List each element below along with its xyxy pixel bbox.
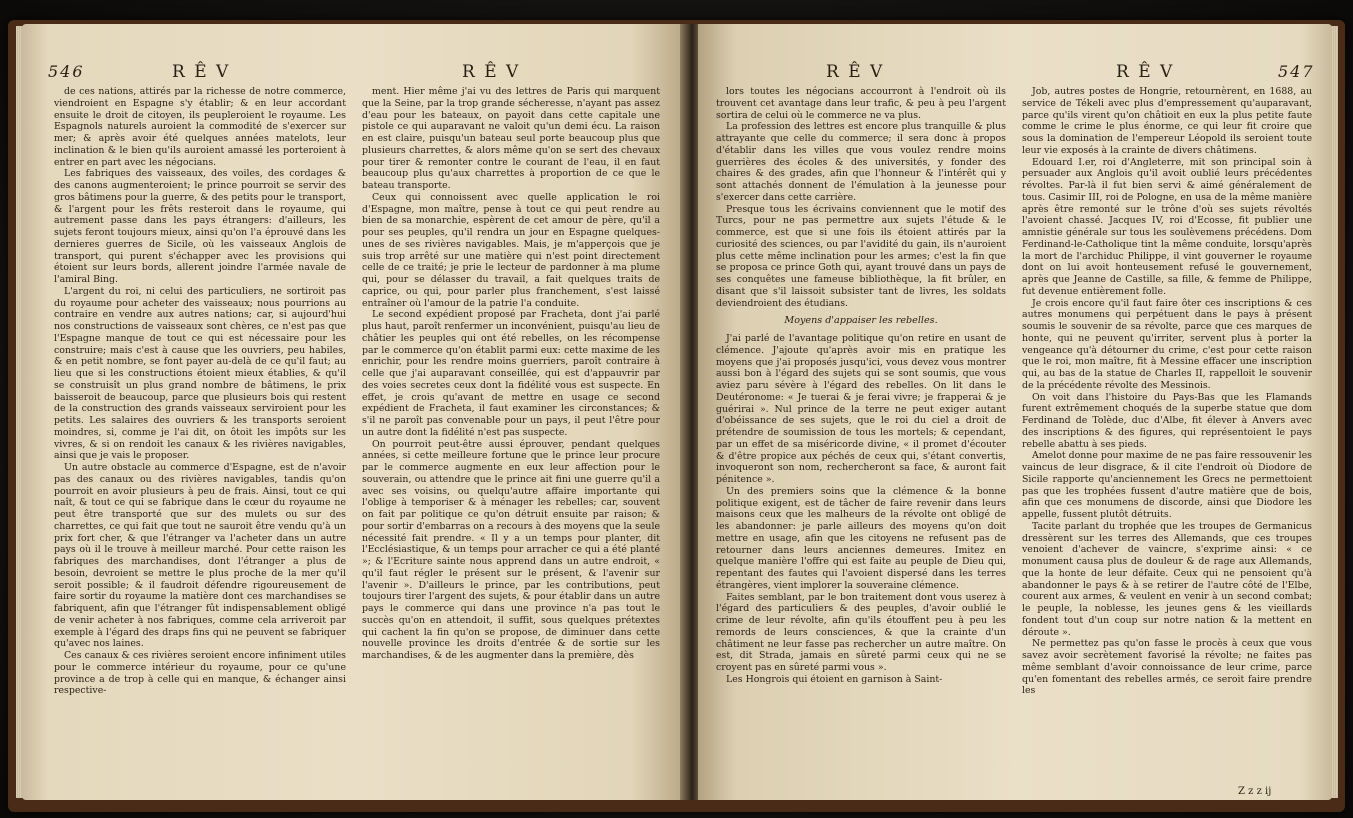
paragraph: Les Hongrois qui étoient en garnison à Saint- (726, 673, 943, 685)
paragraph: Faites semblant, par le bon traitement dont vous userez à l'égard des particuliers & des peuples, d'avoir oublié le crime de leur révolte, afin qu'ils étouffent peu à peu les remords de leurs consciences, & que la crainte d'un châtiment ne leur fasse pas rechercher un autre maître. On est, dit Strada, jamais en sûreté parmi ceux qui ne se croyent pas en sûreté parmi vous ». (716, 591, 1006, 673)
paragraph: L'argent du roi, ni celui des particuliers, ne sortiroit pas du royaume pour acheter des vaisseaux; nous pourrions au contraire en vendre aux autres nations; car, si aujourd'hui nos constructions de vaisseaux sont chères, ce n'est pas que l'Espagne manque de tout ce qui est nécessaire pour les construire; mais c'est à cause que les ouvriers, peu habiles, & en petit nombre, se font payer au-delà de ce qu'il faut; au lieu que si les constructions étoient mieux établies, & qu'il se construisît un plus grand nombre de bâtimens, le prix baisseroit de beaucoup, parce que plusieurs bois qui restent de la construction des grands vaisseaux serviroient pour les petits. Les salaires des ouvriers & les transports seroient moindres, si, comme je l'ai dit, on ôtoit les impôts sur les vivres, & si on rendoit les canaux & les rivières navigables, ainsi que je vais le proposer. (54, 285, 346, 462)
left-running-head-a: R Ê V (172, 62, 231, 82)
paragraph: Job, autres postes de Hongrie, retournèrent, en 1688, au service de Tékeli avec plus d'empressement qu'auparavant, parce qu'ils virent qu'on châtioit en eux la plus petite faute comme le crime le plus énorme, ce qui leur fit croire que sous la domination de l'empereur Léopold ils seroient toute leur vie exposés à la crainte de divers châtimens. (1022, 86, 1312, 156)
left-page-number: 546 (48, 62, 85, 81)
paragraph: Ne permettez pas qu'on fasse le procès à ceux que vous savez avoir secrètement favorisé la révolte; ne faites pas même semblant d'avoir connoissance de leur crime, parce qu'en fomentant des rebelles armés, ce seroit faire prendre les (1022, 638, 1312, 697)
paragraph: Je crois encore qu'il faut faire ôter ces inscriptions & ces autres monumens qui perpétuent dans le pays à présent soumis le souvenir de sa révolte, parce que ces marques de honte, qui ne peuvent qu'irriter, servent plus à porter la vengeance qu'à détourner du crime, c'est pour cette raison que le roi, mon maître, fit à Messine effacer une inscription qui, au bas de la statue de Charles II, rappelloit le souvenir de la précédente révolte des Messinois. (1022, 297, 1312, 391)
section-subheading: Moyens d'appaiser les rebelles. (784, 315, 938, 327)
paragraph: Ces canaux & ces rivières seroient encore infiniment utiles pour le commerce intérieur du royaume, pour ce qu'une province a de trop à celle qui en manque, & échanger ainsi respective- (54, 650, 346, 697)
open-book (8, 14, 1345, 812)
right-page-header (698, 62, 1332, 84)
left-page (22, 24, 684, 800)
signature-mark: Z z z ij (1238, 786, 1272, 797)
paragraph: On pourroit peut-être aussi éprouver, pendant quelques années, si cette meilleure fortune que le prince leur procure par le commerce augmente en eux leur affection pour le souverain, ou attendre que le prince ait fini une guerre qu'il a avec ses voisins, ou quelqu'autre affaire importante qui l'oblige à temporiser & à ménager les rebelles; car, souvent on fait par politique ce qu'on détruit ensuite par raison; & pour sortir d'embarras on a recours à des moyens que la seule nécessité fait prendre. « Il y a un temps pour planter, dit l'Ecclésiastique, & un temps pour arracher ce qui a été planté »; & l'Ecriture sainte nous apprend dans un autre endroit, « qu'il faut régler le présent sur le présent, & l'avenir sur l'avenir ». D'ailleurs le prince, par les contributions, peut toujours tirer l'argent des sujets, & pour établir dans un autre pays le commerce qui dans une province n'a pas tout le succès qu'on en attendoit, il suffit, sous quelques prétextes qui cachent la fin qu'on se propose, de diminuer dans cette nouvelle province les droits d'entrée & de sortie sur les marchandises, & de les augmenter dans la première, dès (362, 438, 660, 661)
paragraph: On voit dans l'histoire du Pays-Bas que les Flamands furent extrêmement choqués de la superbe statue que dom Ferdinand de Tolède, duc d'Albe, fit élever à Anvers avec des inscriptions & des figures, qui représentoient le pays rebelle abattu à ses pieds. (1022, 391, 1312, 450)
right-page-number: 547 (1278, 62, 1315, 81)
paragraph: Edouard I.er, roi d'Angleterre, mit son principal soin à persuader aux Anglois qu'il avoit oublié leurs précédentes révoltes. Par-là il fut bien servi & aimé généralement de tous. Casimir III, roi de Pologne, en usa de la même manière après être remonté sur le trône d'où ses sujets révoltés l'avoient chassé. Jacques IV, roi d'Ecosse, fit publier une amnistie générale sur tous les soulèvemens précédens. Dom Ferdinand-le-Catholique tint la même conduite, lorsqu'après la mort de l'archiduc Philippe, il vint gouverner le royaume dont on lui avoit honteusement refusé le gouvernement, après que Jeanne de Castille, sa fille, & femme de Philippe, fut devenue entièrement folle. (1022, 156, 1312, 297)
paragraph: ment. Hier même j'ai vu des lettres de Paris qui marquent que la Seine, par la trop grande sécheresse, n'ayant pas assez d'eau pour les bateaux, on payoit dans cette capitale une pistole ce qui auparavant ne valoit qu'un demi écu. La raison en est claire, puisqu'un bateau seul porte beaucoup plus que plusieurs charrettes, & alors même qu'on se sert des chevaux pour tirer & remonter contre le courant de l'eau, il en faut beaucoup plus qu'aux charrettes à proportion de ce que le bateau transporte. (362, 86, 660, 191)
paragraph: Le second expédient proposé par Fracheta, dont j'ai parlé plus haut, paroît renfermer un inconvénient, puisqu'au lieu de châtier les peuples qui ont été rebelles, on les récompense par le commerce qu'on établit parmi eux: cette maxime de les enrichir, pour les rendre moins guerriers, paroît contraire à celle que j'ai auparavant conseillée, qui est d'appauvrir par des voies secretes ceux dont la fidélité vous est suspecte. En effet, je crois qu'avant de mettre en usage ce second expédient de Fracheta, il faut examiner les circonstances; & s'il ne paroît pas convenable pour un pays, il peut l'être pour un autre dont la fidélité n'est pas suspecte. (362, 309, 660, 438)
left-column-1 (54, 86, 346, 786)
paragraph: de ces nations, attirés par la richesse de notre commerce, viendroient en Espagne s'y établir; & en leur accordant ensuite le droit de citoyen, ils peupleroient le royaume. Les Espagnols naturels auroient la commodité de s'exercer sur mer; & après avoir été quelques années matelots, leur inclination & le bien qu'ils auroient amassé les porteroient à entrer en part avec les négocians. (54, 86, 346, 168)
paragraph: J'ai parlé de l'avantage politique qu'on retire en usant de clémence. J'ajoute qu'après avoir mis en pratique les moyens que j'ai proposés jusqu'ici, vous devez vous montrer aussi bon à l'égard des sujets qui se sont soumis, que vous aviez paru sévère à l'égard des rebelles. On lit dans le Deutéronome: « Je tuerai & je ferai vivre; je frapperai & je guérirai ». Nul prince de la terre ne peut exiger autant d'obéissance de ses sujets, que le roi du ciel a droit de prétendre de soumission de tous les mortels; & cependant, par un effet de sa miséricorde divine, « il promet d'écouter & d'être propice aux péchés de ceux qui, s'étant convertis, invoqueront son nom, rechercheront sa face, & auront fait pénitence ». (716, 333, 1006, 485)
right-column-1 (716, 86, 1006, 786)
paragraph: Tacite parlant du trophée que les troupes de Germanicus dressèrent sur les terres des Allemands, que ces troupes venoient d'achever de vaincre, s'exprime ainsi: « ce monument causa plus de douleur & de rage aux Allemands, que la honte de leur défaite. Ceux qui ne pensoient qu'à abandonner le pays & à se retirer de l'autre côté de l'Elbe, courent aux armes, & veulent en venir à un second combat; le peuple, la noblesse, les jeunes gens & les vieillards fondent tout d'un coup sur notre nation & la mettent en déroute ». (1022, 520, 1312, 638)
left-page-header (22, 62, 684, 84)
right-running-head-a: R Ê V (826, 62, 885, 82)
right-page (698, 24, 1332, 800)
paragraph: Un autre obstacle au commerce d'Espagne, est de n'avoir pas des canaux ou des rivières navigables, tandis qu'on pourroit en avoir plusieurs à peu de frais. Ainsi, tout ce qui naît, & tout ce qui se fabrique dans le cœur du royaume ne peut être transporté que sur des mulets ou sur des charrettes, ce qui fait que tout ne sauroit être vendu qu'à un prix fort cher, & que l'étranger va l'acheter dans un autre pays où il le trouve à meilleur marché. Pour cette raison les fabriques des marchandises, dont l'étranger a plus de besoin, devroient se mettre le plus proche de la mer qu'il seroit possible; & il faudroit défendre rigoureusement de faire sortir du royaume la matière dont ces marchandises se fabriquent, afin que l'étranger fût indispensablement obligé de venir acheter à nos fabriques, comme cela arriveroit par exemple à l'égard des draps fins qui ne peuvent se fabriquer qu'avec nos laines. (54, 462, 346, 650)
paragraph: Ceux qui connoissent avec quelle application le roi d'Espagne, mon maître, pense à tout ce qui peut rendre au bien de sa monarchie, espèrent de cet amour de père, qu'il a pour ses peuples, qu'il rendra un jour en Espagne quelques-unes de ses rivières navigables. Mais, je m'apperçois que je suis trop arrêté sur une matière qui n'est point directement celle de ce traité; je prie le lecteur de pardonner à ma plume qui, pour se délasser du travail, a fait quelques traits de caprice, ou qui, pour parler plus franchement, s'est laissé entraîner où l'amour de la patrie l'a conduite. (362, 191, 660, 309)
right-running-head-b: R Ê V (1116, 62, 1175, 82)
right-column-2 (1022, 86, 1312, 786)
left-running-head-b: R Ê V (462, 62, 521, 82)
paragraph: La profession des lettres est encore plus tranquille & plus attrayante que celle du commerce; il sera donc à propos d'établir dans les villes que vous voulez rendre moins guerrières des écoles & des universités, y fonder des chaires & des grades, afin que l'honneur & l'intérêt qui y sont attachés donnent de l'émulation à la jeunesse pour s'exercer dans cette carrière. (716, 121, 1006, 203)
paragraph: Amelot donne pour maxime de ne pas faire ressouvenir les vaincus de leur disgrace, & il cite l'endroit où Diodore de Sicile rapporte qu'anciennement les Grecs ne permettoient pas que les trophées fussent d'autre matière que de bois, afin que ces monumens de discorde, ainsi que Diodore les appelle, fussent plutôt détruits. (1022, 450, 1312, 520)
paragraph: Presque tous les écrivains conviennent que le motif des Turcs, pour ne pas permettre aux sujets l'étude & le commerce, est que si une fois ils étoient attirés par la curiosité des sciences, ou par l'avidité du gain, ils n'auroient plus cette même inclination pour les armes; c'est la fin que se proposa ce prince Goth qui, ayant trouvé dans un pays de ses conquêtes une fameuse bibliothèque, la fit brûler, en disant que s'il laissoit subsister tant de livres, les soldats deviendroient des étudians. (716, 203, 1006, 309)
paragraph: Un des premiers soins que la clémence & la bonne politique exigent, est de tâcher de faire revenir dans leurs maisons ceux que les malheurs de la révolte ont obligé de les abandonner: je parle ailleurs des moyens qu'on doit mettre en usage, afin que les citoyens ne refusent pas de retourner dans leurs anciennes demeures. Imitez en quelque manière l'offre qui est faite au peuple de Dieu qui, repentant des fautes qui l'avoient dispersé dans les terres étrangères, vient implorer la souveraine clémence. (716, 485, 1006, 591)
left-column-2 (362, 86, 660, 786)
paragraph: Les fabriques des vaisseaux, des voiles, des cordages & des canons augmenteroient; le prince pourroit se servir des gros bâtimens pour la guerre, & des petits pour le transport, & l'argent pour les frêts resteroit dans le royaume, qui autrement passe dans les pays étrangers: d'ailleurs, les sujets feront toujours mieux, ainsi qu'on l'a éprouvé dans les dernieres guerres de Sicile, où les vaisseaux Anglois de transport, qui purent s'échapper avec les provisions qui étoient sur leurs bords, allerent joindre l'armée navale de l'amiral Bing. (54, 168, 346, 285)
paragraph: lors toutes les négocians accourront à l'endroit où ils trouvent cet avantage dans leur trafic, & peu à peu l'argent sortira de celui où le commerce ne va plus. (716, 86, 1006, 121)
